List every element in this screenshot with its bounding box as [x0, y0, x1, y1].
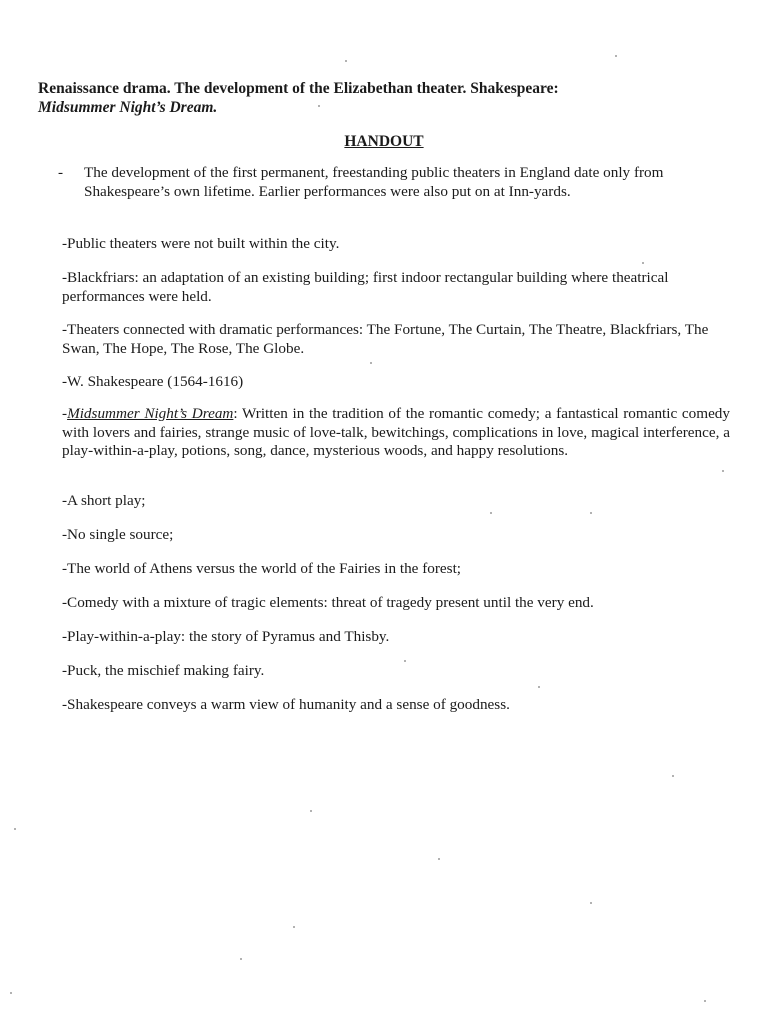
midsummer-dash: -: [62, 405, 68, 422]
scan-speck: [14, 828, 16, 830]
bullet-paragraph: The development of the first permanent, freestanding public theaters in England date only from Shakespeare’s own lifetime. Earlier performances were also put on at Inn-yards.: [84, 164, 664, 200]
scan-speck: [404, 660, 406, 662]
title-line-2: Midsummer Night’s Dream.: [38, 99, 218, 116]
midsummer-title: Midsummer Night’s Dream: [67, 405, 234, 422]
scan-speck: [590, 902, 592, 904]
title-line-1: Renaissance drama. The development of the Elizabethan theater. Shakespeare:: [38, 80, 559, 97]
scan-speck: [704, 1000, 706, 1002]
document-title: [38, 79, 738, 117]
paragraph-comedy-tragic: -Comedy with a mixture of tragic elements: threat of tragedy present until the very end.: [62, 594, 594, 611]
scan-speck: [293, 926, 295, 928]
handout-heading: HANDOUT: [344, 133, 424, 150]
scan-speck: [538, 686, 540, 688]
scan-speck: [722, 470, 724, 472]
midsummer-description: : Written in the tradition of the romantic comedy; a fantastical romantic comedy with lovers and fairies, strange music of love-talk, bewitchings, complications in love, magical interference, a play-within-a-play, potions, song, dance, mysterious woods, and happy resolutions.: [62, 405, 730, 459]
scan-speck: [438, 858, 440, 860]
paragraph-no-source: -No single source;: [62, 526, 174, 543]
scan-speck: [672, 775, 674, 777]
paragraph-warm-view: -Shakespeare conveys a warm view of humanity and a sense of goodness.: [62, 696, 510, 713]
paragraph-short-play: -A short play;: [62, 492, 146, 509]
paragraph-theaters-list: -Theaters connected with dramatic performances: The Fortune, The Curtain, The Theatre, Blackfriars, The Swan, The Hope, The Rose, The Globe.: [62, 321, 709, 357]
scan-speck: [590, 512, 592, 514]
scan-speck: [318, 105, 320, 107]
paragraph-puck: -Puck, the mischief making fairy.: [62, 662, 265, 679]
scan-speck: [642, 262, 644, 264]
scan-speck: [615, 55, 617, 57]
scan-speck: [345, 60, 347, 62]
paragraph-public-theaters: -Public theaters were not built within the city.: [62, 235, 340, 252]
scan-speck: [240, 958, 242, 960]
paragraph-midsummer: [62, 405, 730, 461]
scan-speck: [310, 810, 312, 812]
paragraph-athens-fairies: -The world of Athens versus the world of the Fairies in the forest;: [62, 560, 462, 577]
scan-speck: [370, 362, 372, 364]
paragraph-blackfriars: -Blackfriars: an adaptation of an existing building; first indoor rectangular building where theatrical performances were held.: [62, 269, 669, 305]
scan-speck: [10, 992, 12, 994]
paragraph-play-within: -Play-within-a-play: the story of Pyramus and Thisby.: [62, 628, 390, 645]
bullet-dash: -: [58, 164, 64, 181]
paragraph-shakespeare-dates: -W. Shakespeare (1564-1616): [62, 373, 244, 390]
scan-speck: [490, 512, 492, 514]
